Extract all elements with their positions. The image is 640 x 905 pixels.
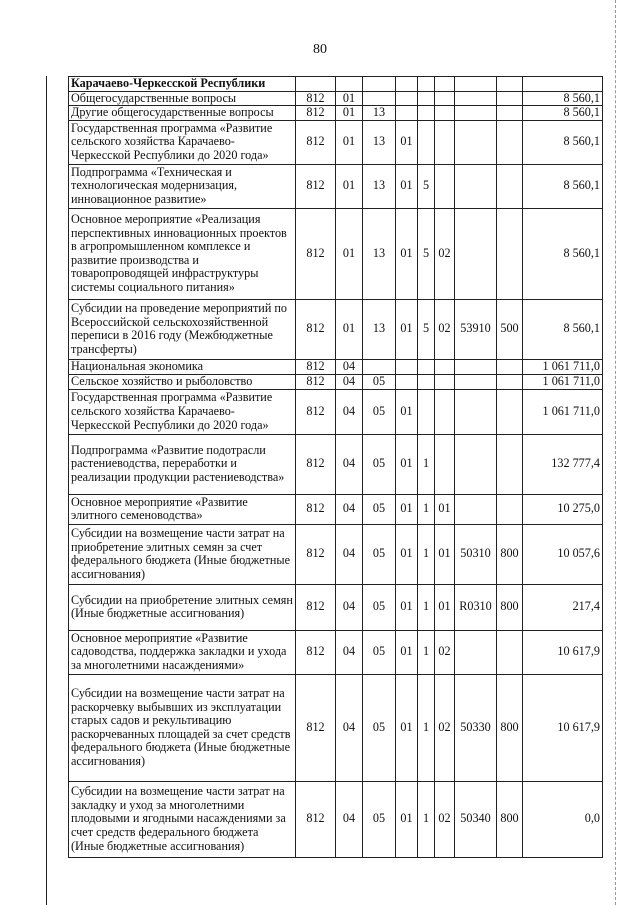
row-name-cell: Карачаево-Черкесской Республики [69,77,296,92]
amount-cell: 10 617,9 [523,674,603,781]
subprogram-code-cell: 1 [418,524,435,584]
measure-code-cell: 02 [435,630,455,674]
program-code-cell: 01 [396,389,418,434]
direction-code-cell [455,164,497,208]
section-code-cell: 04 [336,359,363,374]
ministry-code-cell: 812 [296,781,336,857]
amount-cell: 0,0 [523,781,603,857]
row-name-cell: Субсидии на приобретение элитных семян (Иные бюджетные ассигнования) [69,584,296,630]
subprogram-code-cell: 1 [418,630,435,674]
ministry-code-cell [296,77,336,92]
row-name-cell: Подпрограмма «Техническая и технологическая модернизация, инновационное развитие» [69,164,296,208]
section-code-cell: 04 [336,374,363,389]
section-code-cell: 04 [336,494,363,524]
measure-code-cell: 02 [435,208,455,299]
subsection-code-cell [363,359,396,374]
table-row [69,120,603,164]
amount-cell: 1 061 711,0 [523,389,603,434]
table-row [69,389,603,434]
measure-code-cell: 01 [435,584,455,630]
subprogram-code-cell [418,91,435,106]
section-code-cell: 04 [336,674,363,781]
table-row [69,299,603,359]
direction-code-cell [455,374,497,389]
table-row [69,434,603,494]
ministry-code-cell: 812 [296,630,336,674]
direction-code-cell: R0310 [455,584,497,630]
table-row [69,630,603,674]
page-edge-line [615,0,616,905]
section-code-cell: 04 [336,781,363,857]
amount-cell [523,77,603,92]
direction-code-cell [455,494,497,524]
expense-type-cell [497,434,523,494]
subprogram-code-cell: 5 [418,164,435,208]
measure-code-cell: 02 [435,299,455,359]
row-name-cell: Субсидии на возмещение части затрат на закладку и уход за многолетними плодовыми и ягодными насаждениями за счет средств федерального бюджета (Иные бюджетные ассигнования) [69,781,296,857]
subsection-code-cell: 13 [363,299,396,359]
amount-cell: 8 560,1 [523,91,603,106]
measure-code-cell [435,106,455,121]
subsection-code-cell: 05 [363,374,396,389]
measure-code-cell [435,77,455,92]
subsection-code-cell: 05 [363,781,396,857]
expense-type-cell: 800 [497,674,523,781]
expense-type-cell: 500 [497,299,523,359]
subprogram-code-cell: 1 [418,781,435,857]
expense-type-cell: 800 [497,584,523,630]
table-row [69,359,603,374]
subprogram-code-cell [418,359,435,374]
amount-cell: 8 560,1 [523,106,603,121]
direction-code-cell: 50310 [455,524,497,584]
row-name-cell: Сельское хозяйство и рыболовство [69,374,296,389]
ministry-code-cell: 812 [296,524,336,584]
program-code-cell: 01 [396,120,418,164]
ministry-code-cell: 812 [296,120,336,164]
direction-code-cell: 50330 [455,674,497,781]
program-code-cell: 01 [396,299,418,359]
section-code-cell: 01 [336,106,363,121]
subprogram-code-cell: 1 [418,494,435,524]
section-code-cell: 04 [336,584,363,630]
subsection-code-cell [363,77,396,92]
section-code-cell: 01 [336,91,363,106]
section-code-cell [336,77,363,92]
ministry-code-cell: 812 [296,434,336,494]
subprogram-code-cell [418,77,435,92]
ministry-code-cell: 812 [296,106,336,121]
subprogram-code-cell: 1 [418,584,435,630]
table-row [69,584,603,630]
measure-code-cell [435,164,455,208]
amount-cell: 8 560,1 [523,208,603,299]
direction-code-cell [455,359,497,374]
table-row [69,781,603,857]
program-code-cell: 01 [396,208,418,299]
ministry-code-cell: 812 [296,208,336,299]
expense-type-cell [497,389,523,434]
expense-type-cell [497,77,523,92]
measure-code-cell [435,120,455,164]
row-name-cell: Национальная экономика [69,359,296,374]
table-row [69,106,603,121]
subsection-code-cell: 13 [363,208,396,299]
table-row [69,524,603,584]
page-number: 80 [313,42,327,57]
direction-code-cell: 53910 [455,299,497,359]
amount-cell: 8 560,1 [523,120,603,164]
measure-code-cell: 01 [435,494,455,524]
expense-type-cell [497,164,523,208]
amount-cell: 10 275,0 [523,494,603,524]
measure-code-cell [435,374,455,389]
amount-cell: 10 617,9 [523,630,603,674]
subprogram-code-cell [418,120,435,164]
section-code-cell: 01 [336,120,363,164]
section-code-cell: 01 [336,164,363,208]
program-code-cell: 01 [396,434,418,494]
left-margin-rule [46,76,47,905]
table-row [69,164,603,208]
program-code-cell: 01 [396,781,418,857]
section-code-cell: 04 [336,630,363,674]
measure-code-cell: 02 [435,781,455,857]
table-row [69,208,603,299]
program-code-cell: 01 [396,630,418,674]
program-code-cell [396,374,418,389]
program-code-cell [396,91,418,106]
measure-code-cell [435,359,455,374]
amount-cell: 10 057,6 [523,524,603,584]
subsection-code-cell: 05 [363,389,396,434]
measure-code-cell: 02 [435,674,455,781]
row-name-cell: Основное мероприятие «Реализация перспективных инновационных проектов в агропромышленном комплексе и развитие производства и товаропроводящей инфраструктуры системы социального питания» [69,208,296,299]
section-code-cell: 04 [336,524,363,584]
program-code-cell: 01 [396,674,418,781]
amount-cell: 132 777,4 [523,434,603,494]
ministry-code-cell: 812 [296,359,336,374]
measure-code-cell [435,434,455,494]
amount-cell: 1 061 711,0 [523,374,603,389]
amount-cell: 217,4 [523,584,603,630]
section-code-cell: 04 [336,389,363,434]
direction-code-cell [455,77,497,92]
program-code-cell: 01 [396,494,418,524]
subprogram-code-cell [418,106,435,121]
table-row [69,77,603,92]
direction-code-cell: 50340 [455,781,497,857]
amount-cell: 8 560,1 [523,299,603,359]
table-row [69,674,603,781]
subsection-code-cell: 13 [363,120,396,164]
ministry-code-cell: 812 [296,374,336,389]
subsection-code-cell: 05 [363,434,396,494]
row-name-cell: Подпрограмма «Развитие подотрасли растениеводства, переработки и реализации продукции растениеводства» [69,434,296,494]
ministry-code-cell: 812 [296,91,336,106]
expense-type-cell: 800 [497,781,523,857]
program-code-cell: 01 [396,164,418,208]
direction-code-cell [455,389,497,434]
direction-code-cell [455,91,497,106]
subsection-code-cell: 13 [363,106,396,121]
expense-type-cell [497,120,523,164]
ministry-code-cell: 812 [296,299,336,359]
table-row [69,374,603,389]
subsection-code-cell [363,91,396,106]
row-name-cell: Субсидии на возмещение части затрат на раскорчевку выбывших из эксплуатации старых садов и рекультивацию раскорчеванных площадей за счет средств федерального бюджета (Иные бюджетные ассигнования) [69,674,296,781]
expense-type-cell [497,91,523,106]
table-row [69,494,603,524]
row-name-cell: Общегосударственные вопросы [69,91,296,106]
subsection-code-cell: 05 [363,494,396,524]
direction-code-cell [455,630,497,674]
section-code-cell: 01 [336,208,363,299]
expense-type-cell [497,630,523,674]
ministry-code-cell: 812 [296,164,336,208]
row-name-cell: Государственная программа «Развитие сельского хозяйства Карачаево-Черкесской Республики до 2020 года» [69,120,296,164]
section-code-cell: 04 [336,434,363,494]
direction-code-cell [455,434,497,494]
program-code-cell [396,106,418,121]
row-name-cell: Субсидии на проведение мероприятий по Всероссийской сельскохозяйственной переписи в 2016 году (Межбюджетные трансферты) [69,299,296,359]
row-name-cell: Субсидии на возмещение части затрат на приобретение элитных семян за счет федерального бюджета (Иные бюджетные ассигнования) [69,524,296,584]
measure-code-cell [435,91,455,106]
direction-code-cell [455,120,497,164]
subprogram-code-cell: 5 [418,299,435,359]
ministry-code-cell: 812 [296,584,336,630]
table-row [69,91,603,106]
subsection-code-cell: 05 [363,630,396,674]
subprogram-code-cell [418,389,435,434]
ministry-code-cell: 812 [296,389,336,434]
program-code-cell [396,77,418,92]
subsection-code-cell: 05 [363,584,396,630]
expense-type-cell [497,374,523,389]
subprogram-code-cell: 5 [418,208,435,299]
measure-code-cell [435,389,455,434]
budget-table [68,76,603,858]
expense-type-cell: 800 [497,524,523,584]
measure-code-cell: 01 [435,524,455,584]
subprogram-code-cell: 1 [418,434,435,494]
program-code-cell [396,359,418,374]
subsection-code-cell: 05 [363,674,396,781]
subsection-code-cell: 13 [363,164,396,208]
row-name-cell: Государственная программа «Развитие сельского хозяйства Карачаево-Черкесской Республики до 2020 года» [69,389,296,434]
amount-cell: 1 061 711,0 [523,359,603,374]
expense-type-cell [497,359,523,374]
expense-type-cell [497,106,523,121]
row-name-cell: Другие общегосударственные вопросы [69,106,296,121]
section-code-cell: 01 [336,299,363,359]
program-code-cell: 01 [396,584,418,630]
ministry-code-cell: 812 [296,494,336,524]
amount-cell: 8 560,1 [523,164,603,208]
program-code-cell: 01 [396,524,418,584]
subsection-code-cell: 05 [363,524,396,584]
direction-code-cell [455,106,497,121]
subprogram-code-cell [418,374,435,389]
budget-table-body [69,77,603,858]
expense-type-cell [497,494,523,524]
expense-type-cell [497,208,523,299]
row-name-cell: Основное мероприятие «Развитие элитного семеноводства» [69,494,296,524]
ministry-code-cell: 812 [296,674,336,781]
row-name-cell: Основное мероприятие «Развитие садоводства, поддержка закладки и ухода за многолетними насаждениями» [69,630,296,674]
direction-code-cell [455,208,497,299]
subprogram-code-cell: 1 [418,674,435,781]
